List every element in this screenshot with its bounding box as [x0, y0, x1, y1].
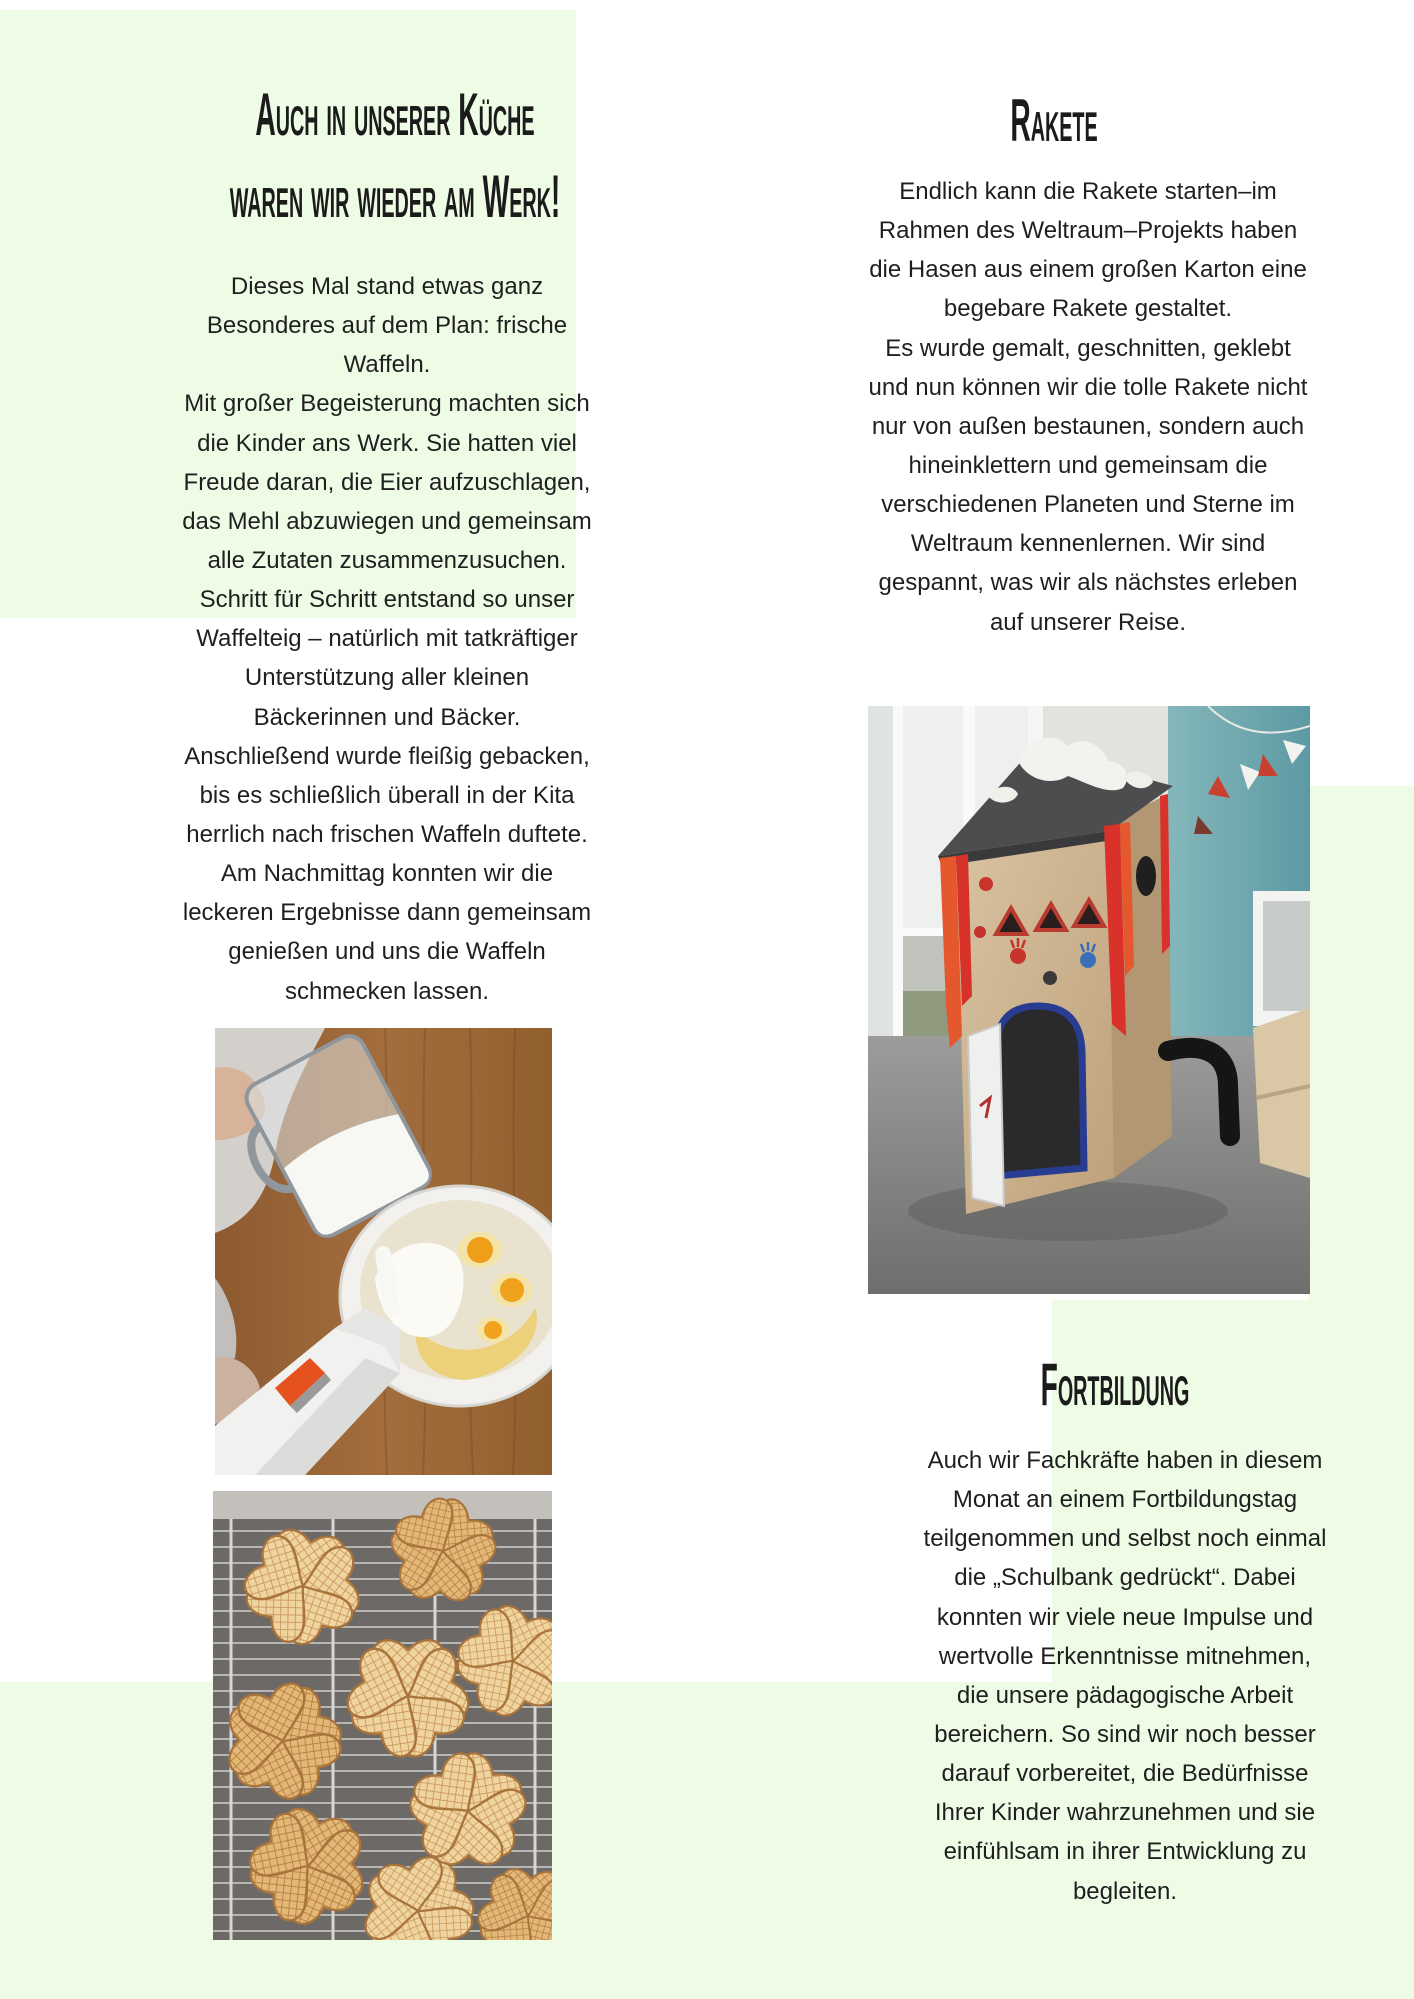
rocket-text-line: gespannt, was wir als nächstes erleben — [878, 569, 1298, 597]
rocket-text-line: Weltraum kennenlernen. Wir sind — [910, 530, 1266, 558]
kitchen-text-line: die Kinder ans Werk. Sie hatten viel — [197, 429, 577, 457]
training-text-line: die „Schulbank gedrückt“. Dabei — [954, 1564, 1296, 1592]
kitchen-text-line: Unterstützung aller kleinen — [244, 664, 530, 692]
training-text-line: die unsere pädagogische Arbeit — [956, 1681, 1294, 1709]
kitchen-text-line: herrlich nach frischen Waffeln duftete. — [186, 820, 588, 848]
rocket-text-line: nur von außen bestaunen, sondern auch — [871, 412, 1305, 440]
kitchen-text-line: Bäckerinnen und Bäcker. — [253, 703, 521, 731]
training-text-line: darauf vorbereitet, die Bedürfnisse — [941, 1760, 1309, 1788]
training-text-line: teilgenommen und selbst noch einmal — [923, 1525, 1327, 1553]
kitchen-text-line: das Mehl abzuwiegen und gemeinsam — [182, 507, 592, 535]
kitchen-text-line: Waffelteig – natürlich mit tatkräftiger — [196, 625, 578, 653]
rocket-photo — [868, 706, 1310, 1294]
kitchen-text-line: schmecken lassen. — [284, 977, 490, 1005]
kitchen-text-line: Waffeln. — [343, 351, 431, 379]
rocket-door-opening — [996, 1006, 1084, 1176]
training-text — [845, 1441, 1405, 1911]
rocket-text-line: verschiedenen Planeten und Sterne im — [881, 491, 1295, 519]
kitchen-text-line: genießen und uns die Waffeln — [228, 938, 546, 966]
training-text-line: bereichern. So sind wir noch besser — [934, 1720, 1316, 1748]
training-text-line: Ihrer Kinder wahrzunehmen und sie — [934, 1799, 1316, 1827]
rocket-text-line: die Hasen aus einem großen Karton eine — [869, 256, 1307, 284]
training-text-line: Monat an einem Fortbildungstag — [952, 1486, 1298, 1514]
rocket-text-line: begebare Rakete gestaltet. — [943, 295, 1233, 323]
kitchen-heading-text-1: Auch in unserer Küche — [255, 81, 535, 148]
rocket-text-line: Rahmen des Weltraum–Projekts haben — [878, 217, 1298, 245]
kitchen-heading-text-2: waren wir wieder am Werk! — [229, 163, 561, 230]
green-block-right-upper — [1308, 786, 1414, 1306]
rocket-text-line: Endlich kann die Rakete starten–im — [899, 178, 1277, 205]
rocket-text-line: hineinklettern und gemeinsam die — [908, 451, 1268, 479]
training-text-line: konnten wir viele neue Impulse und — [936, 1603, 1314, 1631]
kitchen-text — [87, 267, 687, 1011]
rocket-text-line: auf unserer Reise. — [989, 608, 1187, 636]
kitchen-text-line: bis es schließlich überall in der Kita — [199, 781, 575, 809]
kitchen-text-line: alle Zutaten zusammenzusuchen. — [207, 546, 567, 574]
kitchen-text-line: Freude daran, die Eier aufzuschlagen, — [183, 468, 591, 496]
rocket-text-line: und nun können wir die tolle Rakete nicht — [868, 373, 1308, 401]
rocket-text — [788, 172, 1388, 642]
kitchen-text-line: Dieses Mal stand etwas ganz — [230, 273, 544, 300]
training-heading-text: Fortbildung — [1040, 1351, 1190, 1418]
training-text-line: wertvolle Erkenntnisse mitnehmen, — [938, 1642, 1312, 1670]
waffle-batter-photo — [215, 1028, 552, 1475]
kitchen-text-line: Besonderes auf dem Plan: frische — [206, 312, 568, 340]
kitchen-text-line: Am Nachmittag konnten wir die — [220, 860, 554, 888]
kitchen-text-line: Mit großer Begeisterung machten sich — [184, 390, 590, 418]
kitchen-text-line: Anschließend wurde fleißig gebacken, — [184, 742, 590, 770]
training-text-line: einfühlsam in ihrer Entwicklung zu — [943, 1838, 1307, 1866]
kitchen-text-line: leckeren Ergebnisse dann gemeinsam — [182, 899, 592, 927]
rocket-text-line: Es wurde gemalt, geschnitten, geklebt — [885, 334, 1291, 362]
training-text-line: Auch wir Fachkräfte haben in diesem — [927, 1447, 1323, 1474]
kitchen-text-line: Schritt für Schritt entstand so unser — [199, 586, 575, 614]
waffles-photo — [213, 1491, 552, 1940]
rocket-heading-text: Rakete — [1010, 87, 1098, 154]
training-text-line: begleiten. — [1072, 1877, 1178, 1905]
